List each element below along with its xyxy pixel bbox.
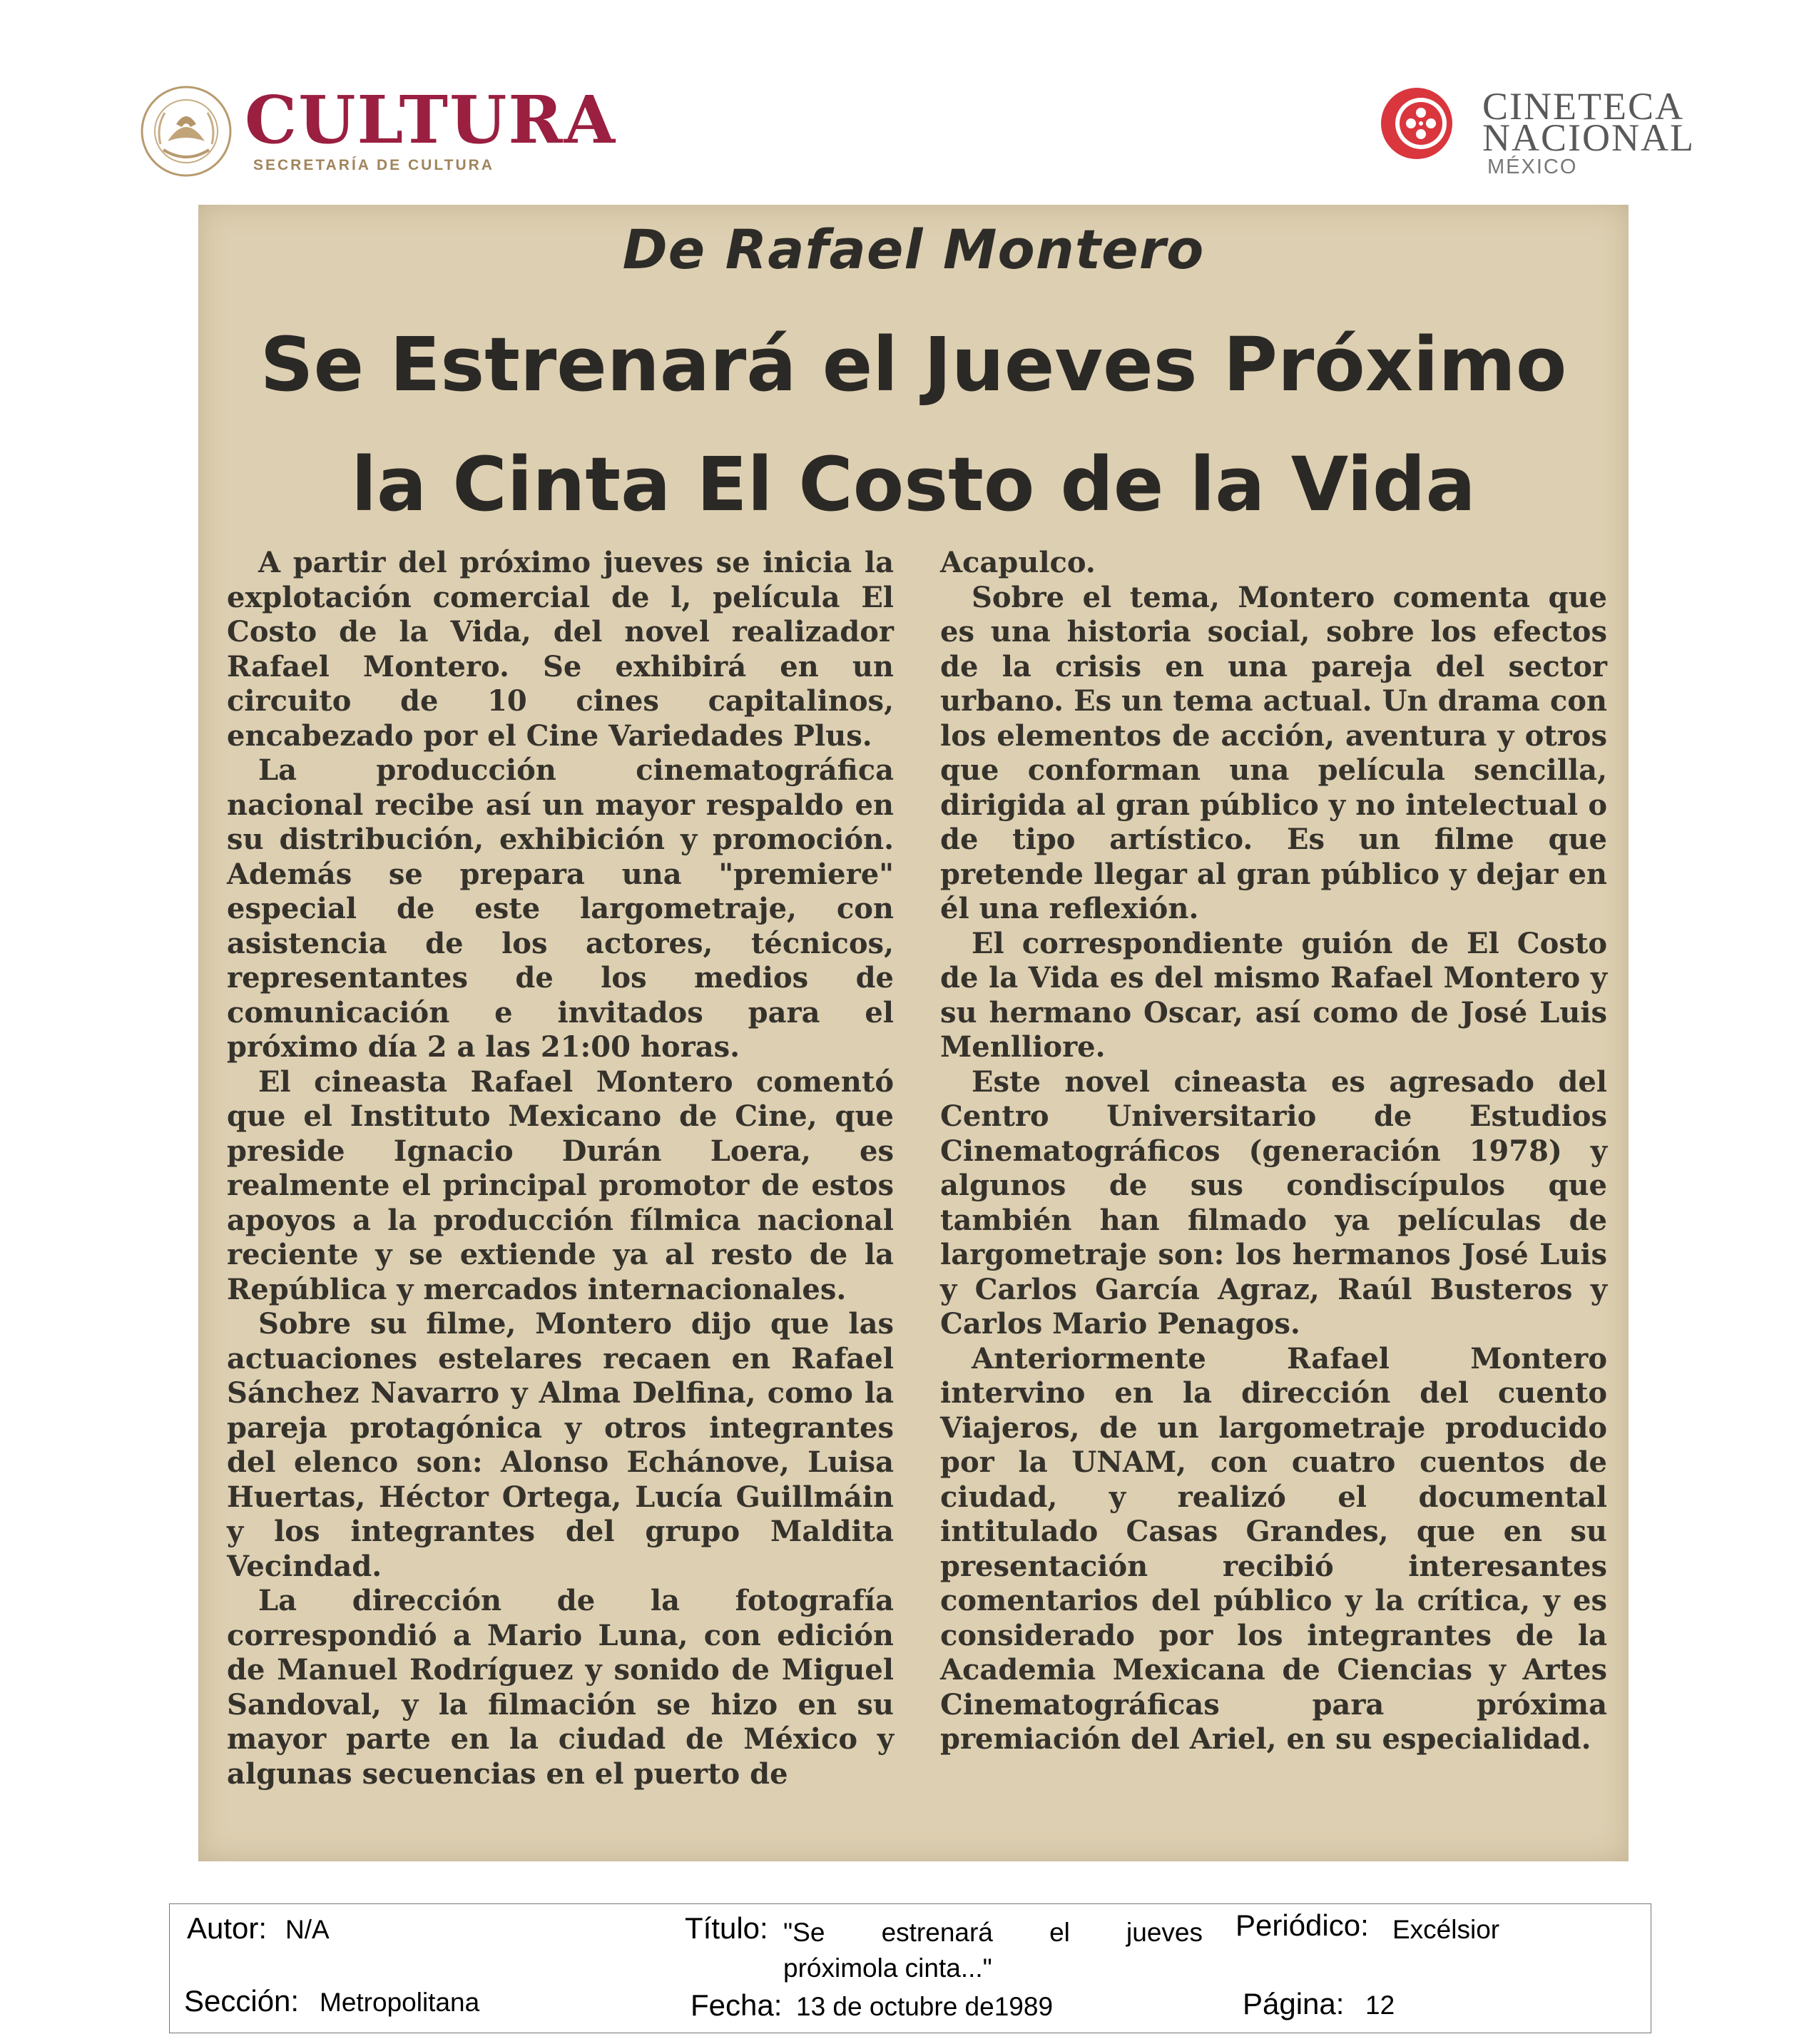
metadata-box — [169, 1903, 1651, 2033]
pagina-label: Página: — [1243, 1987, 1345, 2020]
article-paragraph: A partir del próximo jueves se inicia la explotación comercial de l, película El Costo de la Vida, del novel realizador Rafael Montero. Se exhibirá en un circuito de 10 cines capitalinos, encabezado por el Cine Variedades Plus. — [227, 546, 894, 753]
article-paragraph: La dirección de la fotografía correspondió a Mario Luna, con edición de Manuel Rodríguez y sonido de Miguel Sandoval, y la filmación se hizo en su mayor parte en la ciudad de México y algunas secuencias en el puerto de — [227, 1584, 894, 1791]
article-kicker: De Rafael Montero — [622, 218, 1205, 281]
cineteca-country: MÉXICO — [1487, 156, 1578, 178]
fecha-value: 13 de octubre de1989 — [796, 1992, 1054, 2021]
fecha-label: Fecha: — [691, 1988, 783, 2022]
article-paragraph: Este novel cineasta es agresado del Centro Universitario de Estudios Cinematográficos (generación 1978) y algunos de sus condiscípulos que también han filmado ya películas de largometraje son: los hermanos José Luis y Carlos García Agraz, Raúl Busteros y Carlos Mario Penagos. — [940, 1064, 1607, 1341]
article-paragraph: El correspondiente guión de El Costo de la Vida es del mismo Rafael Montero y su hermano Oscar, así como de José Luis Menlliore. — [940, 926, 1607, 1064]
article-headline — [198, 305, 1629, 544]
autor-value: N/A — [285, 1915, 330, 1944]
film-reel-icon — [1377, 84, 1455, 163]
titulo-value-line2: próximola cinta..." — [783, 1953, 992, 1983]
seccion-label: Sección: — [184, 1984, 300, 2018]
pagina-value: 12 — [1365, 1990, 1395, 2020]
article-paragraph-continuation: Acapulco. — [940, 546, 1096, 579]
article-paragraph: La producción cinematográfica nacional recibe así un mayor respaldo en su distribución, exhibición y promoción. Además se prepara una "premiere" especial de este largometraje, con asistencia de los actores, técnicos, representantes de los medios de comunicación e invitados para el próximo día 2 a las 21:00 horas. — [227, 753, 894, 1064]
titulo-label: Título: — [685, 1911, 768, 1945]
cultura-logo — [139, 81, 617, 184]
article-column-left — [227, 546, 894, 1791]
newspaper-clipping — [198, 205, 1629, 1861]
article-column-right — [940, 546, 1607, 1757]
article-paragraph: Sobre el tema, Montero comenta que es una historia social, sobre los efectos de la crisis en una pareja del sector urbano. Es un tema actual. Un drama con los elementos de acción, aventura y otros que conforman una película sencilla, dirigida al gran público y no intelectual o de tipo artístico. Es un filme que pretende llegar al gran público y dejar en él una reflexión. — [940, 580, 1607, 925]
cineteca-title-line2: NACIONAL — [1482, 116, 1695, 159]
cineteca-logo — [1377, 80, 1705, 180]
periodico-value: Excélsior — [1392, 1915, 1500, 1944]
cultura-subtitle: SECRETARÍA DE CULTURA — [253, 157, 494, 173]
headline-line-1: Se Estrenará el Jueves Próximo — [260, 321, 1567, 408]
cineteca-title-line1: CINETECA — [1482, 85, 1684, 128]
titulo-value-line1: "Se estrenará el jueves — [783, 1918, 1203, 1947]
seccion-value: Metropolitana — [320, 1988, 480, 2017]
cultura-wordmark: CULTURA — [245, 81, 617, 158]
periodico-label: Periódico: — [1235, 1908, 1369, 1942]
autor-label: Autor: — [187, 1911, 268, 1945]
headline-line-2: la Cinta El Costo de la Vida — [351, 441, 1476, 528]
mexican-seal-icon — [139, 84, 233, 178]
article-paragraph: Sobre su filme, Montero dijo que las actuaciones estelares recaen en Rafael Sánchez Navarro y Alma Delfina, como la pareja protagónica y otros integrantes del elenco son: Alonso Echánove, Luisa Huertas, Héctor Ortega, Lucía Guillmáin y los integrantes del grupo Maldita Vecindad. — [227, 1307, 894, 1583]
article-paragraph: Anteriormente Rafael Montero intervino en la dirección del cuento Viajeros, de un largometraje producido por la UNAM, con cuatro cuentos de ciudad, y realizó el documental intitulado Casas Grandes, que en su presentación recibió interesantes comentarios del público y la crítica, y es considerado por los integrantes de la Academia Mexicana de Ciencias y Artes Cinematográficas para próxima premiación del Ariel, en su especialidad. — [940, 1341, 1607, 1756]
article-paragraph: El cineasta Rafael Montero comentó que el Instituto Mexicano de Cine, que preside Ignacio Durán Loera, es realmente el principal promotor de estos apoyos a la producción fílmica nacional reciente y se extiende ya al resto de la República y mercados internacionales. — [227, 1064, 894, 1306]
